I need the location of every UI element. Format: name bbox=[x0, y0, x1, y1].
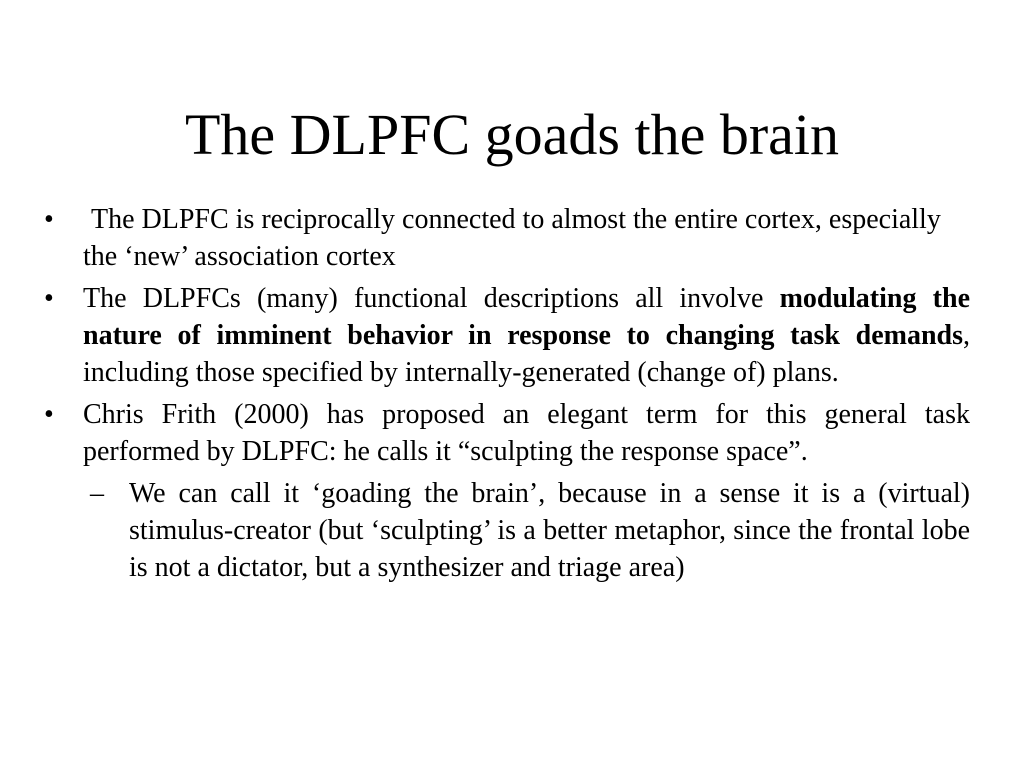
slide-title: The DLPFC goads the brain bbox=[184, 102, 840, 167]
sub-bullet-item bbox=[90, 475, 970, 586]
bullet-marker: • bbox=[44, 283, 54, 314]
sub-bullet-marker: – bbox=[90, 478, 104, 509]
bullet-marker: • bbox=[44, 204, 54, 235]
bullet-text: Chris Frith (2000) has proposed an elegant term for this general task performed by DLPFC: he calls it “sculpting the response space”. bbox=[83, 399, 970, 467]
bullet-item bbox=[44, 396, 970, 470]
bullet-marker: • bbox=[44, 399, 54, 430]
bullet-text-continued: , including those specified by internally-generated (change of) plans. bbox=[83, 320, 970, 388]
sub-bullet-text: We can call it ‘goading the brain’, because in a sense it is a (virtual) stimulus-creator (but ‘sculpting’ is a better metaphor, since the frontal lobe is not a dictator, but a synthesizer and triage area) bbox=[129, 478, 970, 583]
bullet-text: The DLPFCs (many) functional descriptions all involve bbox=[83, 283, 780, 314]
bullet-item bbox=[44, 201, 970, 275]
bullet-bold-text: modulating the nature of imminent behavior in response to changing task demands bbox=[83, 283, 970, 351]
slide-body bbox=[44, 201, 970, 586]
bullet-text: The DLPFC is reciprocally connected to almost the entire cortex, especially the ‘new’ association cortex bbox=[83, 204, 941, 272]
bullet-item bbox=[44, 280, 970, 391]
